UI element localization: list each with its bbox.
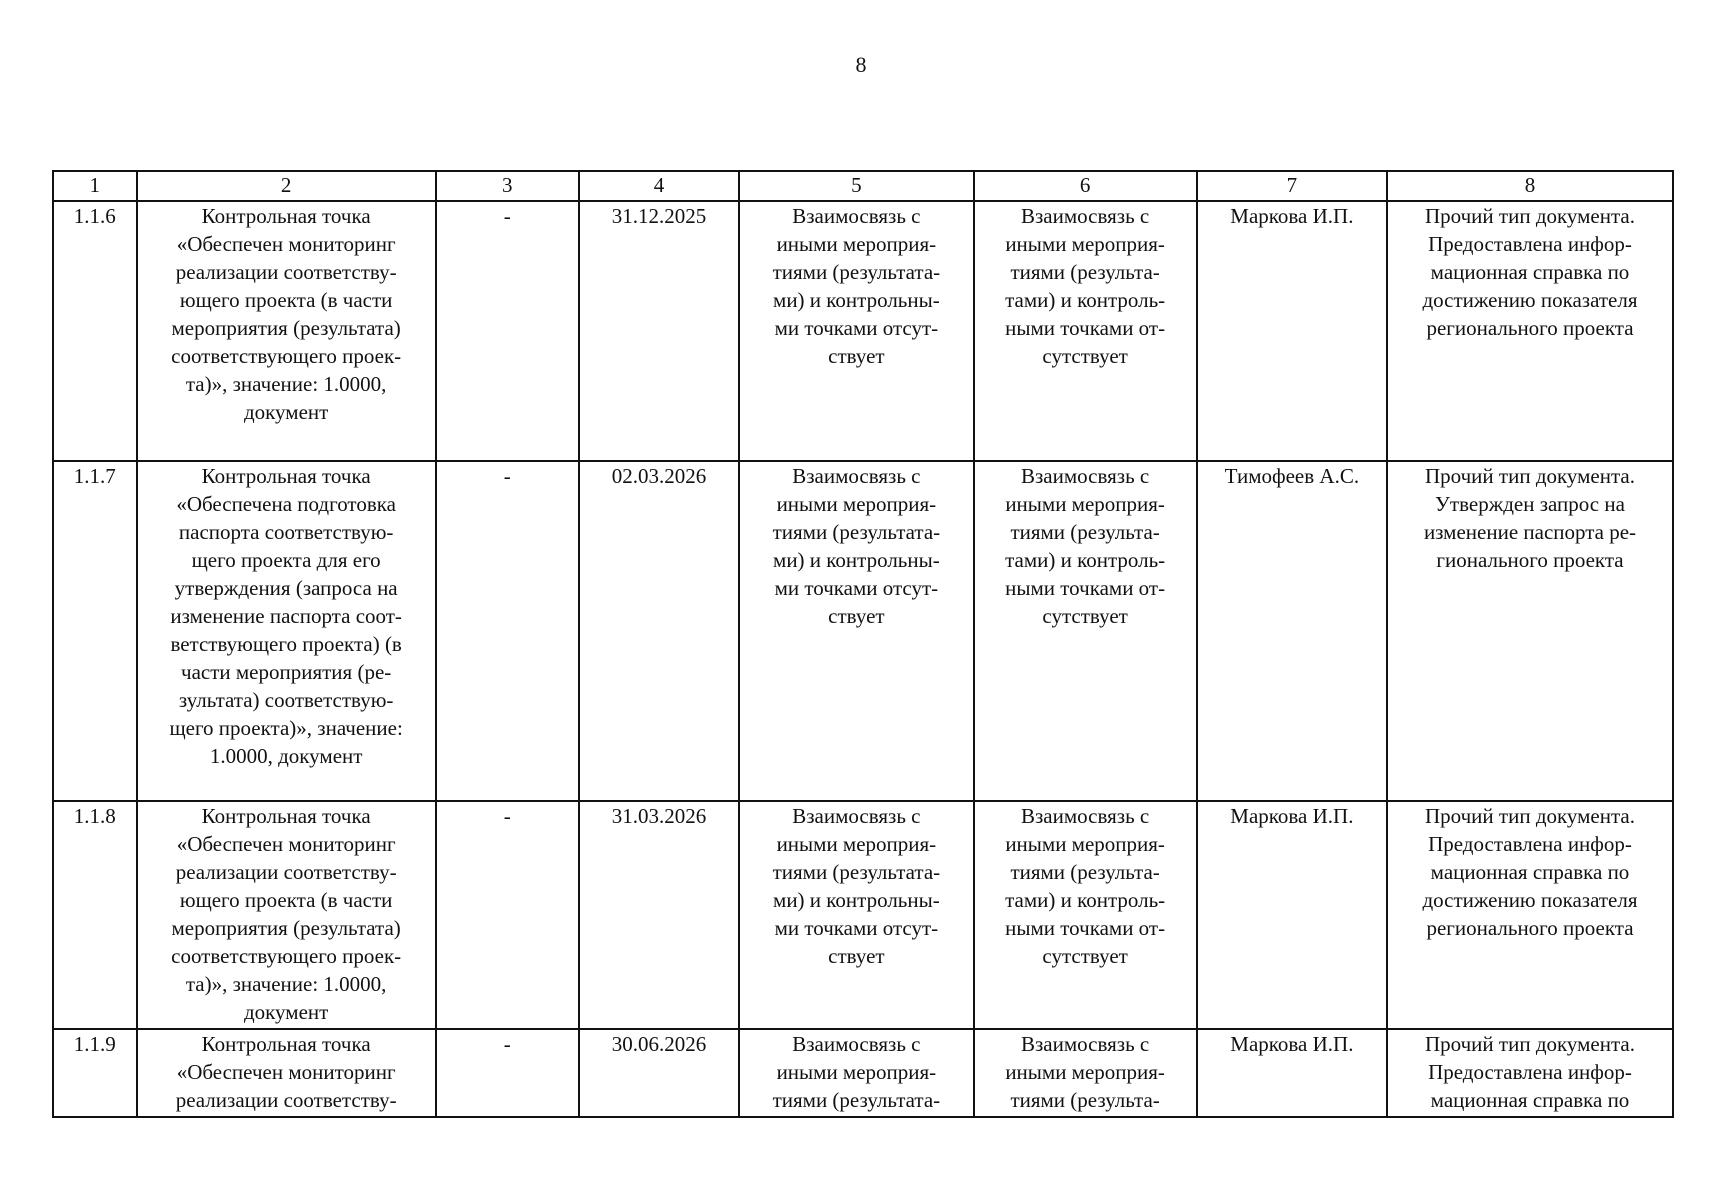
responsible-person: Маркова И.П.: [1197, 801, 1387, 1029]
control-point-description: Контрольная точка «Обеспечен мониторинг реализации соответству-: [137, 1029, 436, 1117]
row-number: 1.1.9: [53, 1029, 137, 1117]
document-type: Прочий тип документа. Утвержден запрос на изменение паспорта ре- гионального проекта: [1387, 461, 1673, 801]
column-header-7: 7: [1197, 171, 1387, 201]
column-header-2: 2: [137, 171, 436, 201]
document-type: Прочий тип документа. Предоставлена инфор- мационная справка по достижению показателя регионального проекта: [1387, 801, 1673, 1029]
page-number: 8: [855, 52, 867, 77]
document-type: Прочий тип документа. Предоставлена инфор- мационная справка по достижению показателя регионального проекта: [1387, 201, 1673, 461]
document-type: Прочий тип документа. Предоставлена инфор- мационная справка по: [1387, 1029, 1673, 1117]
column-header-3: 3: [436, 171, 579, 201]
table-header-row: [53, 171, 1673, 201]
control-point-description: Контрольная точка «Обеспечен мониторинг реализации соответству- ющего проекта (в части мероприятия (результата) соответствующего проек- та)», значение: 1.0000, документ: [137, 801, 436, 1029]
column-3-value: -: [436, 1029, 579, 1117]
relation-results: Взаимосвязь с иными мероприя- тиями (результа- тами) и контроль- ными точками от- сутствует: [974, 201, 1197, 461]
due-date: 31.03.2026: [579, 801, 740, 1029]
control-point-description: Контрольная точка «Обеспечена подготовка паспорта соответствую- щего проекта для его утверждения (запроса на изменение паспорта соот- ветствующего проекта) (в части мероприятия (ре- зультата) соответствую- щего проекта)», значение: 1.0000, документ: [137, 461, 436, 801]
column-header-8: 8: [1387, 171, 1673, 201]
row-number: 1.1.8: [53, 801, 137, 1029]
row-number: 1.1.7: [53, 461, 137, 801]
relation-results: Взаимосвязь с иными мероприя- тиями (результа-: [974, 1029, 1197, 1117]
relation-activities: Взаимосвязь с иными мероприя- тиями (результата- ми) и контрольны- ми точками отсут- ствует: [739, 461, 973, 801]
column-header-5: 5: [739, 171, 973, 201]
column-3-value: -: [436, 801, 579, 1029]
control-points-table: [52, 170, 1674, 1118]
responsible-person: Маркова И.П.: [1197, 1029, 1387, 1117]
column-header-1: 1: [53, 171, 137, 201]
column-3-value: -: [436, 201, 579, 461]
row-number: 1.1.6: [53, 201, 137, 461]
relation-activities: Взаимосвязь с иными мероприя- тиями (результата- ми) и контрольны- ми точками отсут- ствует: [739, 801, 973, 1029]
due-date: 31.12.2025: [579, 201, 740, 461]
responsible-person: Маркова И.П.: [1197, 201, 1387, 461]
relation-activities: Взаимосвязь с иными мероприя- тиями (результата-: [739, 1029, 973, 1117]
table-row: [53, 201, 1673, 461]
due-date: 02.03.2026: [579, 461, 740, 801]
table-row: [53, 1029, 1673, 1117]
column-3-value: -: [436, 461, 579, 801]
column-header-4: 4: [579, 171, 740, 201]
relation-results: Взаимосвязь с иными мероприя- тиями (результа- тами) и контроль- ными точками от- сутствует: [974, 801, 1197, 1029]
table-row: [53, 801, 1673, 1029]
responsible-person: Тимофеев А.С.: [1197, 461, 1387, 801]
control-point-description: Контрольная точка «Обеспечен мониторинг реализации соответству- ющего проекта (в части мероприятия (результата) соответствующего проек- та)», значение: 1.0000, документ: [137, 201, 436, 461]
column-header-6: 6: [974, 171, 1197, 201]
table-row: [53, 461, 1673, 801]
relation-activities: Взаимосвязь с иными мероприя- тиями (результата- ми) и контрольны- ми точками отсут- ствует: [739, 201, 973, 461]
relation-results: Взаимосвязь с иными мероприя- тиями (результа- тами) и контроль- ными точками от- сутствует: [974, 461, 1197, 801]
due-date: 30.06.2026: [579, 1029, 740, 1117]
